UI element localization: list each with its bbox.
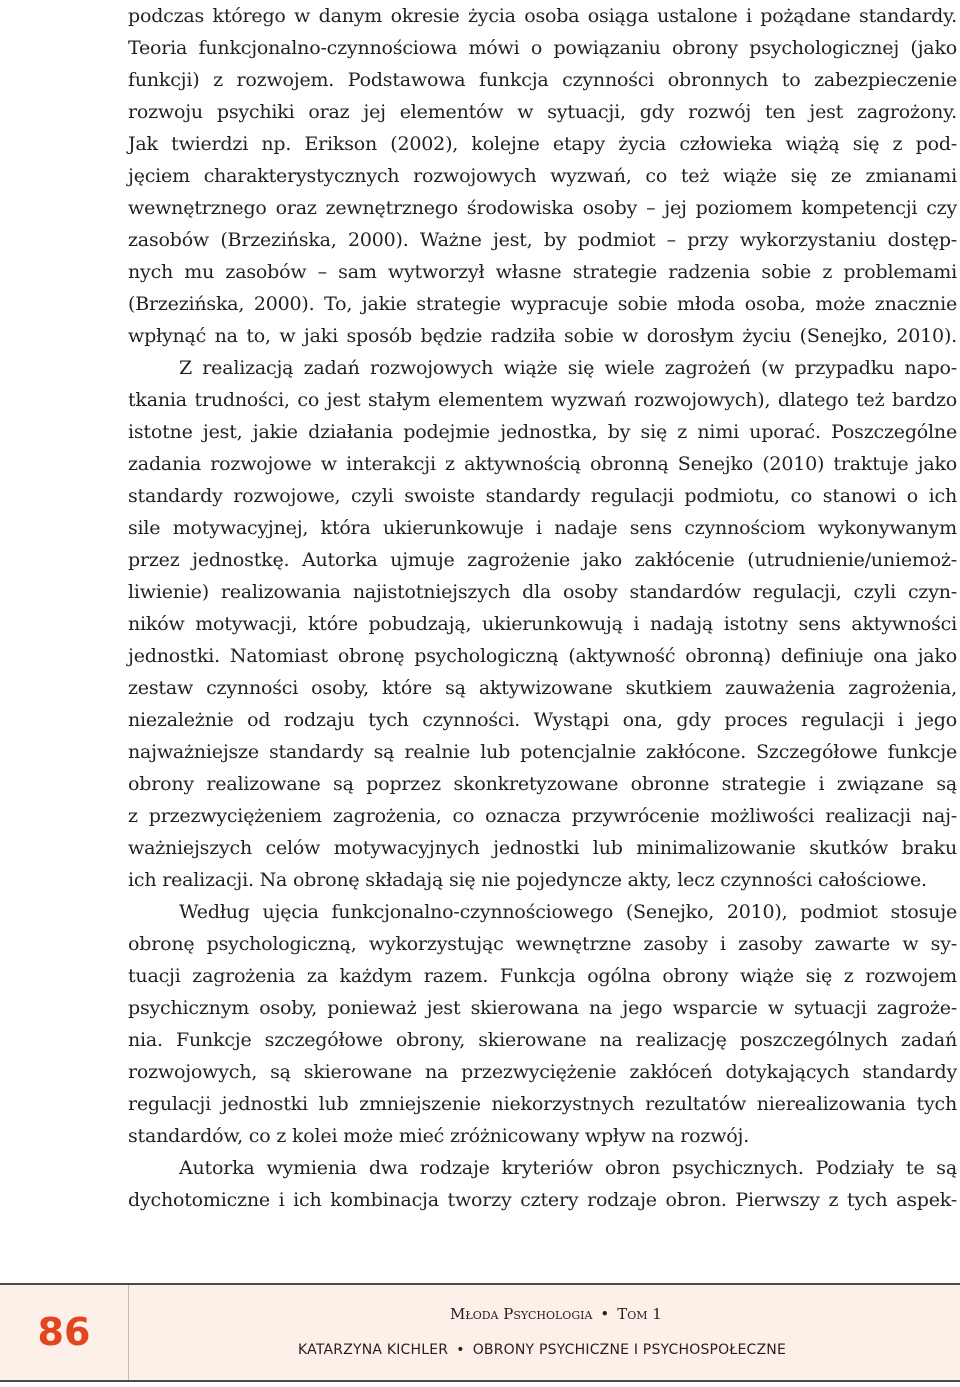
text-line: tkania trudności, co jest stałym elementem wyzwań rozwojowych), dlatego też bardzo: [128, 389, 957, 411]
text-line: zasobów (Brzezińska, 2000). Ważne jest, by podmiot – przy wykorzystaniu dostęp-: [128, 229, 957, 251]
text-line: wewnętrznego oraz zewnętrznego środowiska osoby – jej poziomem kompetencji czy: [128, 197, 957, 219]
text-line: najważniejsze standardy są realnie lub potencjalnie zakłócone. Szczegółowe funkcje: [128, 741, 957, 763]
text-line: ników motywacji, które pobudzają, ukierunkowują i nadają istotny sens aktywności: [128, 613, 957, 635]
footer-divider: [128, 1285, 129, 1380]
text-line: tuacji zagrożenia za każdym razem. Funkcja ogólna obrony wiąże się z rozwojem: [128, 965, 957, 987]
text-line: standardów, co z kolei może mieć zróżnicowany wpływ na rozwój.: [128, 1125, 750, 1147]
text-line: jednostki. Natomiast obronę psychologiczną (aktywność obronną) definiuje ona jako: [128, 645, 957, 667]
text-line: wpłynąć na to, w jaki sposób będzie radziła sobie w dorosłym życiu (Senejko, 2010).: [128, 325, 957, 347]
text-line: liwienie) realizowania najistotniejszych dla osoby standardów regulacji, czyli czyn-: [128, 581, 957, 603]
bullet-separator: •: [600, 1305, 610, 1323]
volume-label: Tom 1: [617, 1305, 662, 1323]
text-line: rozwojowych, są skierowane na przezwyciężenie zakłóceń dotykających standardy: [128, 1061, 957, 1083]
text-line: Autorka wymienia dwa rodzaje kryteriów obron psychicznych. Podziały te są: [179, 1157, 957, 1179]
text-line: Jak twierdzi np. Erikson (2002), kolejne etapy życia człowieka wiążą się z pod-: [128, 133, 957, 155]
text-line: nia. Funkcje szczegółowe obrony, skierowane na realizację poszczególnych zadań: [128, 1029, 957, 1051]
author-name: KATARZYNA KICHLER: [298, 1342, 449, 1358]
text-line: obronę psychologiczną, wykorzystując wewnętrzne zasoby i zasoby zawarte w sy-: [128, 933, 957, 955]
text-line: Teoria funkcjonalno-czynnościowa mówi o powiązaniu obrony psychologicznej (jako: [128, 37, 957, 59]
text-line: nych mu zasobów – sam wytworzył własne strategie radzenia sobie z problemami: [128, 261, 957, 283]
bullet-separator: •: [456, 1342, 465, 1358]
text-line: ważniejszych celów motywacyjnych jednostki lub minimalizowanie skutków braku: [128, 837, 957, 859]
text-line: psychicznym osoby, ponieważ jest skierowana na jego wsparcie w sytuacji zagroże-: [128, 997, 957, 1019]
page-number: 86: [37, 1310, 91, 1354]
body-text: [128, 0, 957, 1216]
text-line: podczas którego w danym okresie życia osoba osiąga ustalone i pożądane standardy.: [128, 5, 957, 27]
text-line: funkcji) z rozwojem. Podstawowa funkcja czynności obronnych to zabezpieczenie: [128, 69, 957, 91]
text-line: niezależnie od rodzaju tych czynności. Wystąpi ona, gdy proces regulacji i jego: [128, 709, 957, 731]
text-line: sile motywacyjnej, która ukierunkowuje i nadaje sens czynnościom wykonywanym: [128, 517, 957, 539]
book-title: OBRONY PSYCHICZNE I PSYCHOSPOŁECZNE: [472, 1342, 786, 1358]
text-line: przez jednostkę. Autorka ujmuje zagrożenie jako zakłócenie (utrudnienie/uniemoż-: [128, 549, 957, 571]
text-line: regulacji jednostki lub zmniejszenie niekorzystnych rezultatów nierealizowania tych: [128, 1093, 957, 1115]
text-line: standardy rozwojowe, czyli swoiste standardy regulacji podmiotu, co stanowi o ich: [128, 485, 957, 507]
author-header: [298, 1342, 786, 1358]
text-line: zestaw czynności osoby, które są aktywizowane skutkiem zauważenia zagrożenia,: [128, 677, 957, 699]
page-footer: [0, 1283, 960, 1382]
text-line: z przezwyciężeniem zagrożenia, co oznacza przywrócenie możliwości realizacji naj-: [128, 805, 957, 827]
text-line: (Brzezińska, 2000). To, jakie strategie wypracuje sobie młoda osoba, może znacznie: [128, 293, 957, 315]
text-line: zadania rozwojowe w interakcji z aktywnością obronną Senejko (2010) traktuje jako: [128, 453, 957, 475]
text-line: ich realizacji. Na obronę składają się nie pojedyncze akty, lecz czynności całościowe.: [128, 869, 927, 891]
text-line: dychotomiczne i ich kombinacja tworzy cztery rodzaje obron. Pierwszy z tych aspek-: [128, 1189, 957, 1211]
journal-header: [450, 1305, 662, 1323]
text-line: jęciem charakterystycznych rozwojowych wyzwań, co też wiąże się ze zmianami: [128, 165, 957, 187]
text-line: obrony realizowane są poprzez skonkretyzowane obronne strategie i związane są: [128, 773, 957, 795]
text-line: rozwoju psychiki oraz jej elementów w sytuacji, gdy rozwój ten jest zagrożony.: [128, 101, 957, 123]
text-line: istotne jest, jakie działania podejmie jednostka, by się z nimi uporać. Poszczególne: [128, 421, 957, 443]
journal-title: Młoda Psychologia: [450, 1305, 593, 1323]
text-line: Z realizacją zadań rozwojowych wiąże się wiele zagrożeń (w przypadku napo-: [179, 357, 957, 379]
text-line: Według ujęcia funkcjonalno-czynnościowego (Senejko, 2010), podmiot stosuje: [179, 901, 957, 923]
